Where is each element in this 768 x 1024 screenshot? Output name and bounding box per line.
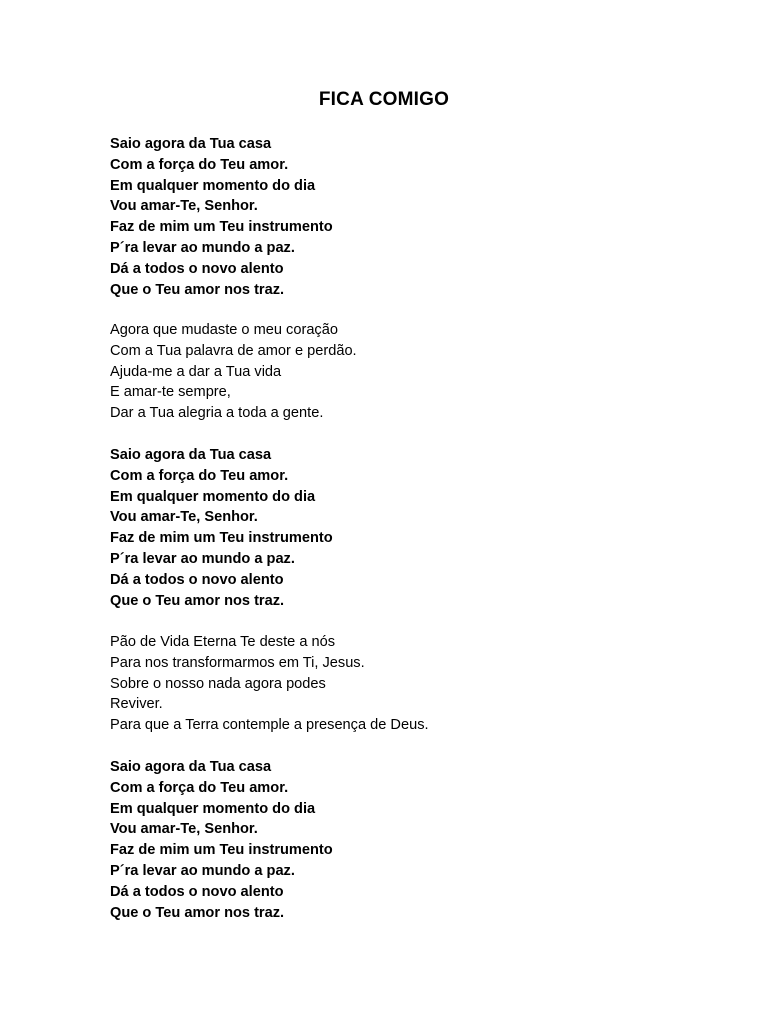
- lyric-line: Faz de mim um Teu instrumento: [110, 530, 333, 547]
- stanza-verse: [110, 320, 357, 424]
- lyric-line: P´ra levar ao mundo a paz.: [110, 862, 295, 879]
- lyric-line: Reviver.: [110, 696, 163, 713]
- lyric-line: Com a força do Teu amor.: [110, 779, 289, 796]
- stanza-verse: [110, 632, 429, 736]
- lyric-line: Para que a Terra contemple a presença de Deus.: [110, 717, 429, 734]
- stanza-chorus: [110, 445, 333, 611]
- lyric-line: Saio agora da Tua casa: [110, 759, 272, 775]
- lyric-line: Dá a todos o novo alento: [110, 883, 284, 900]
- lyric-line: Dá a todos o novo alento: [110, 260, 284, 277]
- lyric-line: Em qualquer momento do dia: [110, 800, 316, 817]
- lyric-line: Dá a todos o novo alento: [110, 571, 284, 588]
- lyric-line: P´ra levar ao mundo a paz.: [110, 239, 295, 256]
- lyric-line: Faz de mim um Teu instrumento: [110, 842, 333, 859]
- lyric-line: Saio agora da Tua casa: [110, 136, 272, 152]
- lyric-line: Sobre o nosso nada agora podes: [110, 675, 326, 692]
- lyric-line: Vou amar-Te, Senhor.: [110, 821, 258, 838]
- lyric-line: Faz de mim um Teu instrumento: [110, 219, 333, 236]
- lyric-line: Ajuda-me a dar a Tua vida: [110, 363, 282, 380]
- lyric-line: Em qualquer momento do dia: [110, 177, 316, 194]
- lyric-line: Dar a Tua alegria a toda a gente.: [110, 405, 324, 422]
- lyric-line: Que o Teu amor nos traz.: [110, 281, 285, 298]
- lyric-line: Agora que mudaste o meu coração: [110, 322, 338, 338]
- stanza-chorus: [110, 757, 333, 923]
- lyric-line: Vou amar-Te, Senhor.: [110, 198, 258, 215]
- lyric-line: Pão de Vida Eterna Te deste a nós: [110, 634, 336, 650]
- lyric-line: P´ra levar ao mundo a paz.: [110, 550, 295, 567]
- lyric-line: E amar-te sempre,: [110, 384, 231, 401]
- page-title: FICA COMIGO: [318, 89, 450, 110]
- stanza-chorus: [110, 134, 333, 300]
- lyric-line: Saio agora da Tua casa: [110, 447, 272, 463]
- lyric-line: Que o Teu amor nos traz.: [110, 904, 285, 921]
- lyric-line: Com a força do Teu amor.: [110, 156, 289, 173]
- lyric-line: Com a força do Teu amor.: [110, 467, 289, 484]
- lyric-line: Em qualquer momento do dia: [110, 488, 316, 505]
- lyric-line: Vou amar-Te, Senhor.: [110, 509, 258, 526]
- lyric-line: Para nos transformarmos em Ti, Jesus.: [110, 654, 365, 671]
- lyric-line: Que o Teu amor nos traz.: [110, 592, 285, 609]
- lyric-line: Com a Tua palavra de amor e perdão.: [110, 342, 357, 359]
